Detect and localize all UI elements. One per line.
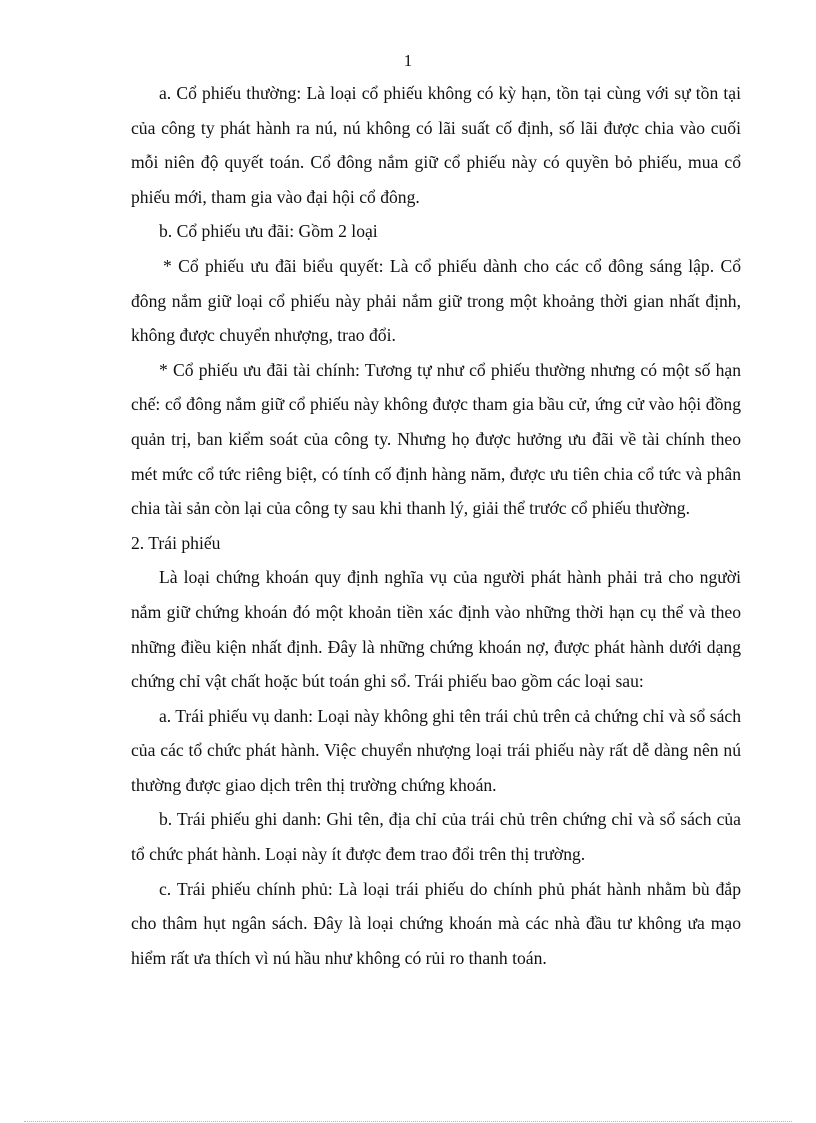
paragraph-financial-preferred: * Cổ phiếu ưu đãi tài chính: Tương tự như cổ phiếu thường nhưng có một số hạn chế: cổ đông nắm giữ cổ phiếu này không được tham gia bầu cử, ứng cử vào hội đồng quản trị, ban kiểm soát của công ty. Nhưng họ được hưởng ưu đãi về tài chính theo mét mức cổ tức riêng biệt, có tính cố định hàng năm, được ưu tiên chia cổ tức và phân chia tài sản còn lại của công ty sau khi thanh lý, giải thể trước cổ phiếu thường. xyxy=(131,359,741,519)
paragraph-common-stock: a. Cổ phiếu thường: Là loại cổ phiếu không có kỳ hạn, tồn tại cùng với sự tồn tại của công ty phát hành ra nú, nú không có lãi suất cố định, số lãi được chia vào cuối mỗi niên độ quyết toán. Cổ đông nắm giữ cổ phiếu này có quyền bỏ phiếu, mua cổ phiếu mới, tham gia vào đại hội cổ đông. xyxy=(131,83,741,207)
document-body xyxy=(131,76,741,975)
paragraph-voting-preferred: * Cổ phiếu ưu đãi biểu quyết: Là cổ phiếu dành cho các cổ đông sáng lập. Cổ đông nắm giữ loại cổ phiếu này phải nắm giữ trong một khoảng thời gian nhất định, không được chuyển nhượng, trao đổi. xyxy=(131,255,741,346)
paragraph-government-bonds: c. Trái phiếu chính phủ: Là loại trái phiếu do chính phủ phát hành nhằm bù đắp cho thâm hụt ngân sách. Đây là loại chứng khoán mà các nhà đầu tư không ưa mạo hiểm rất ưa thích vì nú hầu như không có rủi ro thanh toán. xyxy=(131,878,741,968)
paragraph-registered-bonds: b. Trái phiếu ghi danh: Ghi tên, địa chỉ của trái chủ trên chứng chỉ và sổ sách của tổ chức phát hành. Loại này ít được đem trao đổi trên thị trường. xyxy=(131,809,741,865)
paragraph-bonds-definition: Là loại chứng khoán quy định nghĩa vụ của người phát hành phải trả cho người nắm giữ chứng khoán đó một khoản tiền xác định vào những thời hạn cụ thể và theo những điều kiện nhất định. Đây là những chứng khoán nợ, được phát hành dưới dạng chứng chỉ vật chất hoặc bút toán ghi sổ. Trái phiếu bao gồm các loại sau: xyxy=(131,567,741,692)
section-heading-bonds: 2. Trái phiếu xyxy=(131,532,221,553)
paragraph-preferred-stock: b. Cổ phiếu ưu đãi: Gồm 2 loại xyxy=(159,221,378,242)
footer-divider xyxy=(24,1121,792,1122)
paragraph-bearer-bonds: a. Trái phiếu vụ danh: Loại này không ghi tên trái chủ trên cả chứng chỉ và sổ sách của các tổ chức phát hành. Việc chuyển nhượng loại trái phiếu này rất dễ dàng nên nú thường được giao dịch trên thị trường chứng khoán. xyxy=(131,705,741,795)
page-number: 1 xyxy=(403,51,413,70)
